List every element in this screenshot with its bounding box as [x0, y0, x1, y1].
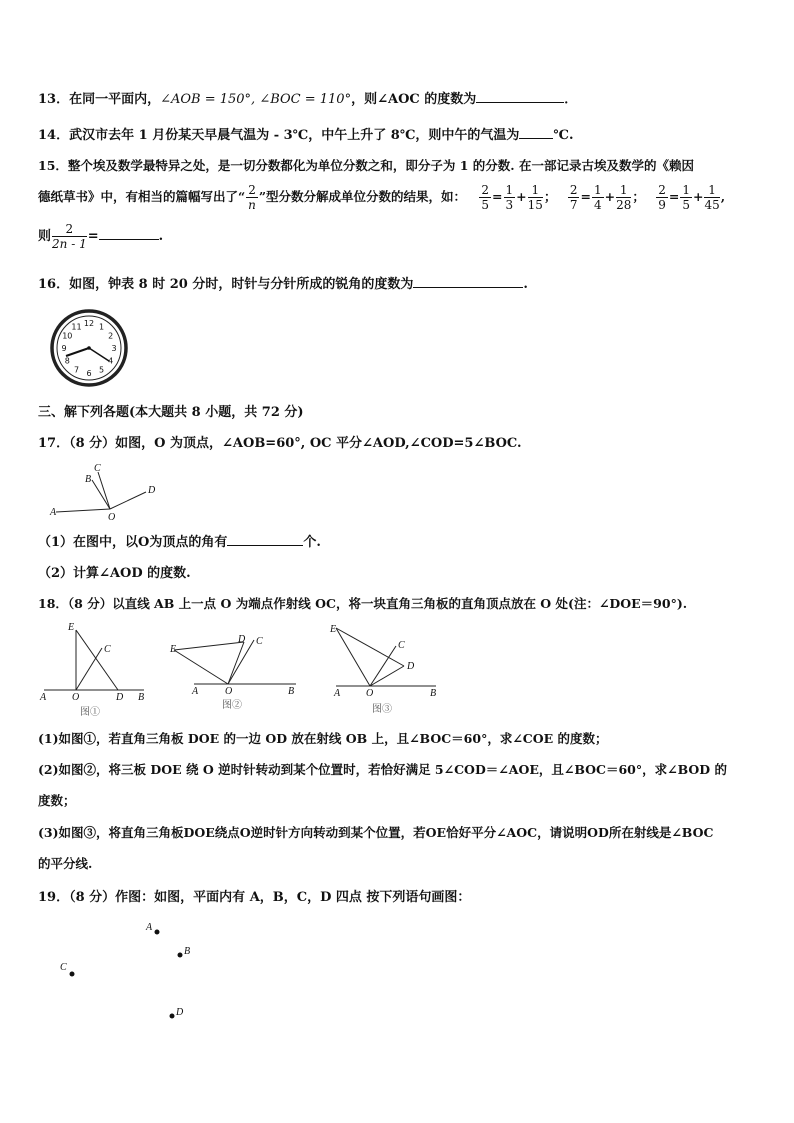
q16-text: 16．如图，钟表 8 时 20 分时，时针与分针所成的锐角的度数为	[38, 277, 414, 292]
svg-text:D: D	[176, 1007, 184, 1018]
q13-suffix: ，则∠AOC 的度数为	[351, 92, 477, 107]
q18-figure-2	[166, 628, 316, 718]
label-a: A	[50, 507, 57, 518]
q18-p2a: (2)如图②，将三板 DOE 绕 O 逆时针转动到某个位置时，若恰好满足 5∠COD＝∠AOE，且∠BOC＝60°，求∠BOD 的	[38, 762, 727, 777]
q19	[38, 886, 470, 905]
svg-text:O: O	[366, 688, 374, 699]
clock-number: 9	[61, 344, 67, 353]
svg-text:O: O	[225, 686, 233, 697]
example-2: $\frac{2}{7}$ = $\frac{1}{4}$ + $\frac{1}{28}$ ；	[569, 183, 645, 212]
ask-fraction: $\frac{2}{2n - 1}$	[52, 222, 87, 251]
q13	[38, 88, 577, 107]
q18	[38, 594, 687, 612]
clock-number: 1	[98, 322, 105, 332]
q17-sub2: （2）计算∠AOD 的度数.	[38, 566, 191, 581]
answer-blank	[413, 274, 523, 288]
svg-text:B: B	[288, 686, 295, 697]
q16-end: .	[523, 277, 528, 292]
svg-text:D: D	[407, 661, 415, 672]
q18-p1: (1)如图①，若直角三角板 DOE 的一边 OD 放在射线 OB 上，且∠BOC＝60°，求∠COE 的度数；	[38, 731, 608, 746]
q17-figure	[48, 462, 168, 522]
q19-text: 19．（8 分）作图：如图，平面内有 A，B，C，D 四点 按下列语句画图：	[38, 890, 471, 905]
caption-fig2: 图②	[222, 700, 242, 711]
q15-line2a: 德纸草书》中，有相当的篇幅写出了“	[38, 189, 246, 204]
q15-line2b: ”型分数分解成单位分数的结果，如：	[258, 189, 467, 204]
example-3: $\frac{2}{9}$ = $\frac{1}{5}$ + $\frac{1}{45}$ ,	[658, 183, 726, 212]
svg-text:B: B	[184, 946, 191, 957]
svg-text:A: A	[40, 692, 47, 703]
fraction-type: $\frac{2}{n}$	[248, 183, 256, 212]
caption-fig1: 图①	[80, 707, 100, 718]
label-c: C	[94, 463, 101, 474]
q14-text: 14．武汉市去年 1 月份某天早晨气温为 - 3℃，中午上升了 8℃，则中午的气温为	[38, 128, 520, 143]
answer-blank	[99, 226, 159, 240]
answer-blank	[519, 125, 553, 139]
q15-line1	[38, 156, 694, 174]
q14	[38, 124, 574, 143]
clock-number: 7	[73, 365, 80, 375]
svg-text:E: E	[68, 622, 75, 633]
q14-end: ℃.	[553, 128, 574, 143]
caption-fig3: 图③	[372, 704, 392, 715]
label-o: O	[108, 512, 116, 522]
clock-number: 6	[86, 369, 92, 378]
svg-text:O: O	[72, 692, 80, 703]
answer-blank	[227, 532, 303, 546]
section-heading: 三、解下列各题(本大题共 8 小题，共 72 分)	[38, 405, 304, 420]
svg-text:A: A	[192, 686, 199, 697]
q13-end: ．	[564, 92, 578, 107]
q15-equals: =	[87, 229, 99, 244]
svg-text:B: B	[430, 688, 437, 699]
example-1: $\frac{2}{5}$ = $\frac{1}{3}$ + $\frac{1}{15}$ ；	[481, 183, 557, 212]
q15-line3	[38, 222, 163, 251]
q18-p2b: 度数；	[38, 793, 76, 808]
svg-text:C: C	[256, 636, 263, 647]
q17-text: 17．（8 分）如图，O 为顶点，∠AOB=60°, OC 平分∠AOD,∠COD=5∠BOC.	[38, 436, 522, 451]
clock-number: 3	[111, 344, 117, 353]
clock-number: 11	[71, 322, 82, 332]
q15-line1-text: 15．整个埃及数学最特异之处，是一切分数都化为单位分数之和，即分子为 1 的分数. 在一部记录古埃及数学的《赖因	[38, 158, 695, 173]
q17	[38, 432, 522, 451]
svg-text:D: D	[238, 634, 246, 645]
label-b: B	[85, 474, 92, 485]
clock-number: 10	[62, 331, 73, 341]
q15-end: .	[158, 229, 164, 244]
q16	[38, 273, 528, 292]
q17-sub1: （1）在图中，以O为顶点的角有 个.	[38, 531, 321, 550]
answer-blank	[476, 89, 564, 103]
q18-text: 18．（8 分）以直线 AB 上一点 O 为端点作射线 OC，将一块直角三角板的直角顶点放在 O 处(注：∠DOE＝90°).	[38, 596, 688, 611]
clock-number: 8	[64, 356, 70, 366]
clock-number: 12	[83, 319, 95, 328]
svg-text:C: C	[104, 644, 111, 655]
q18-p3b: 的平分线.	[38, 856, 93, 871]
q13-math: ∠AOB = 150°, ∠BOC = 110°	[160, 92, 352, 107]
clock-number: 5	[98, 365, 105, 375]
q18-figure-1	[34, 618, 154, 718]
svg-text:A: A	[334, 688, 341, 699]
point-d	[170, 1014, 175, 1019]
clock-number: 2	[108, 331, 114, 341]
svg-text:E: E	[170, 644, 177, 655]
q13-prefix: 13．在同一平面内，	[38, 92, 161, 107]
svg-text:E: E	[330, 624, 337, 635]
q15-line3a: 则	[38, 229, 52, 244]
svg-text:C: C	[60, 962, 67, 973]
q18-p3a: (3)如图③，将直角三角板DOE绕点O逆时针方向转动到某个位置，若OE恰好平分∠AOC，请说明OD所在射线是∠BOC	[38, 825, 714, 840]
clock-figure	[46, 308, 136, 388]
q19-points-figure	[50, 912, 250, 1032]
clock-number: 4	[108, 356, 114, 366]
label-d: D	[148, 485, 156, 496]
point-c	[70, 972, 75, 977]
svg-text:C: C	[398, 640, 405, 651]
point-b	[178, 953, 183, 958]
svg-text:D: D	[116, 692, 124, 703]
q15-line2	[38, 183, 725, 212]
point-a	[155, 930, 160, 935]
svg-text:B: B	[138, 692, 145, 703]
svg-text:A: A	[146, 922, 153, 933]
q18-figure-3	[328, 618, 448, 718]
